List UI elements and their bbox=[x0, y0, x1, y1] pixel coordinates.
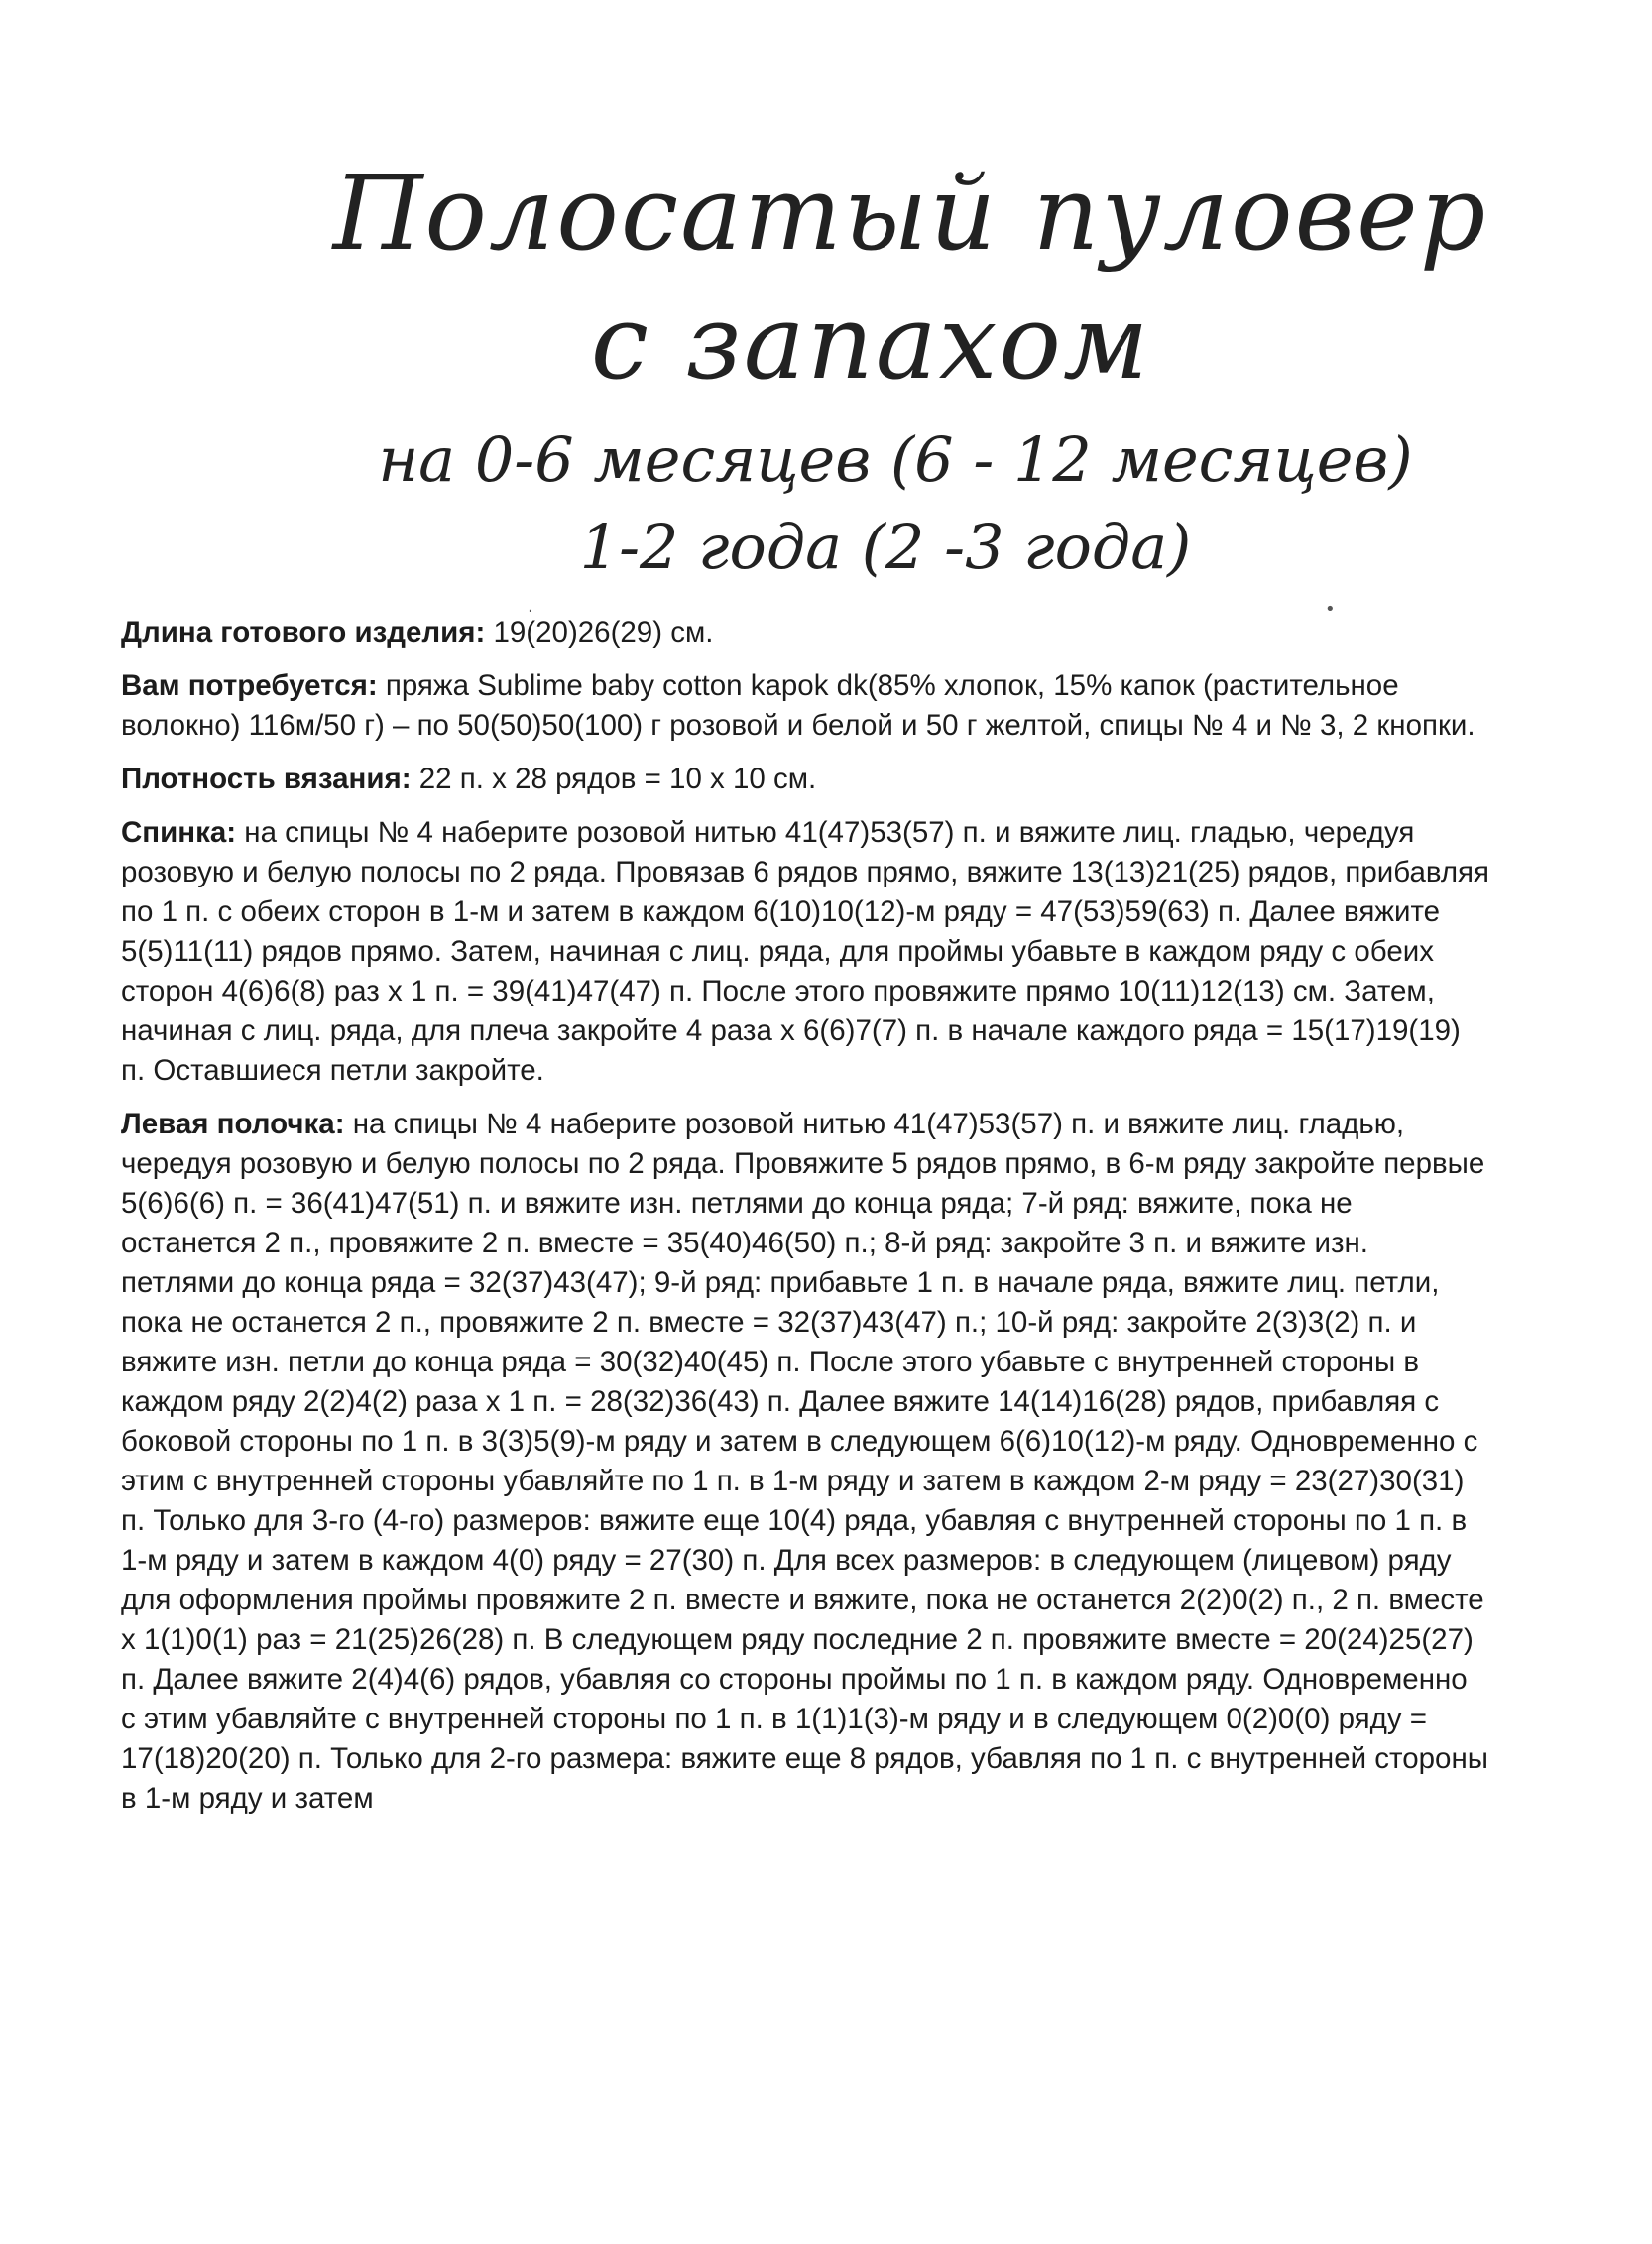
back-label: Спинка: bbox=[121, 816, 237, 849]
scan-speck: • bbox=[1325, 599, 1336, 620]
back-text: на спицы № 4 наберите розовой нитью 41(47)53(57) п. и вяжите лиц. гладью, чередуя розовую и белую полосы по 2 ряда. Провязав 6 рядов прямо, вяжите 13(13)21(25) рядов, прибавляя по 1 п. с обеих сторон в 1-м и затем в каждом 6(10)10(12)-м ряду = 47(53)59(63) п. Далее вяжите 5(5)11(11) рядов прямо. Затем, начиная с лиц. ряда, для проймы убавьте в каждом ряду с обеих сторон 4(6)6(8) раз х 1 п. = 39(41)47(47) п. После этого провяжите прямо 10(11)12(13) см. Затем, начиная с лиц. ряда, для плеча закройте 4 раза х 6(6)7(7) п. в начале каждого ряда = 15(17)19(19) п. Оставшиеся петли закройте. bbox=[121, 816, 1490, 1087]
gauge-label: Плотность вязания: bbox=[121, 763, 412, 795]
title-line-2: с запахом bbox=[590, 282, 1151, 403]
pattern-title bbox=[0, 149, 1652, 407]
length-label: Длина готового изделия: bbox=[121, 616, 486, 649]
materials-label: Вам потребуется: bbox=[121, 669, 378, 702]
size-subtitle bbox=[0, 416, 1652, 591]
pattern-body bbox=[121, 613, 1489, 1832]
gauge-text: 22 п. х 28 рядов = 10 х 10 см. bbox=[411, 763, 817, 795]
gauge-paragraph bbox=[121, 760, 1489, 799]
length-paragraph bbox=[121, 613, 1489, 652]
left-front-text: на спицы № 4 наберите розовой нитью 41(47)53(57) п. и вяжите лиц. гладью, чередуя розовую и белую полосы по 2 ряда. Провяжите 5 рядов прямо, в 6-м ряду закройте первые 5(6)6(6) п. = 36(41)47(51) п. и вяжите изн. петлями до конца ряда; 7-й ряд: вяжите, пока не останется 2 п., провяжите 2 п. вместе = 35(40)46(50) п.; 8-й ряд: закройте 3 п. и вяжите изн. петлями до конца ряда = 32(37)43(47); 9-й ряд: прибавьте 1 п. в начале ряда, вяжите лиц. петли, пока не останется 2 п., провяжите 2 п. вместе = 32(37)43(47) п.; 10-й ряд: закройте 2(3)3(2) п. и вяжите изн. петли до конца ряда = 30(32)40(45) п. После этого убавьте с внутренней стороны в каждом ряду 2(2)4(2) раза х 1 п. = 28(32)36(43) п. Далее вяжите 14(14)16(28) рядов, прибавляя с боковой стороны по 1 п. в 3(3)5(9)-м ряду и затем в следующем 6(6)10(12)-м ряду. Одновременно с этим с внутренней стороны убавляйте по 1 п. в 1-м ряду и затем в каждом 2-м ряду = 23(27)30(31) п. Только для 3-го (4-го) размеров: вяжите еще 10(4) ряда, убавляя с внутренней стороны по 1 п. в 1-м ряду и затем в каждом 4(0) ряду = 27(30) п. Для всех размеров: в следующем (лицевом) ряду для оформления проймы провяжите 2 п. вместе и вяжите, пока не останется 2(2)0(2) п., 2 п. вместе х 1(1)0(1) раз = 21(25)26(28) п. В следующем ряду последние 2 п. провяжите вместе = 20(24)25(27) п. Далее вяжите 2(4)4(6) рядов, убавляя со стороны проймы по 1 п. в каждом ряду. Одновременно с этим убавляйте с внутренней стороны по 1 п. в 1(1)1(3)-м ряду и в следующем 0(2)0(0) ряду = 17(18)20(20) п. Только для 2-го размера: вяжите еще 8 рядов, убавляя по 1 п. с внутренней стороны в 1-м ряду и затем bbox=[121, 1108, 1488, 1815]
back-paragraph bbox=[121, 813, 1489, 1091]
left-front-paragraph bbox=[121, 1105, 1489, 1819]
left-front-label: Левая полочка: bbox=[121, 1108, 345, 1140]
materials-paragraph bbox=[121, 666, 1489, 746]
title-line-1: Полосатый пуловер bbox=[332, 153, 1488, 274]
length-text: 19(20)26(29) см. bbox=[485, 616, 714, 649]
subtitle-line-2: 1-2 года (2 -3 года) bbox=[579, 511, 1192, 583]
materials-text: пряжа Sublime baby cotton kapok dk(85% хлопок, 15% капок (растительное волокно) 116м/50 г) – по 50(50)50(100) г розовой и белой и 50 г желтой, спицы № 4 и № 3, 2 кнопки. bbox=[121, 669, 1475, 742]
subtitle-line-1: на 0-6 месяцев (6 - 12 месяцев) bbox=[378, 423, 1413, 496]
scan-mark: · bbox=[528, 601, 533, 622]
